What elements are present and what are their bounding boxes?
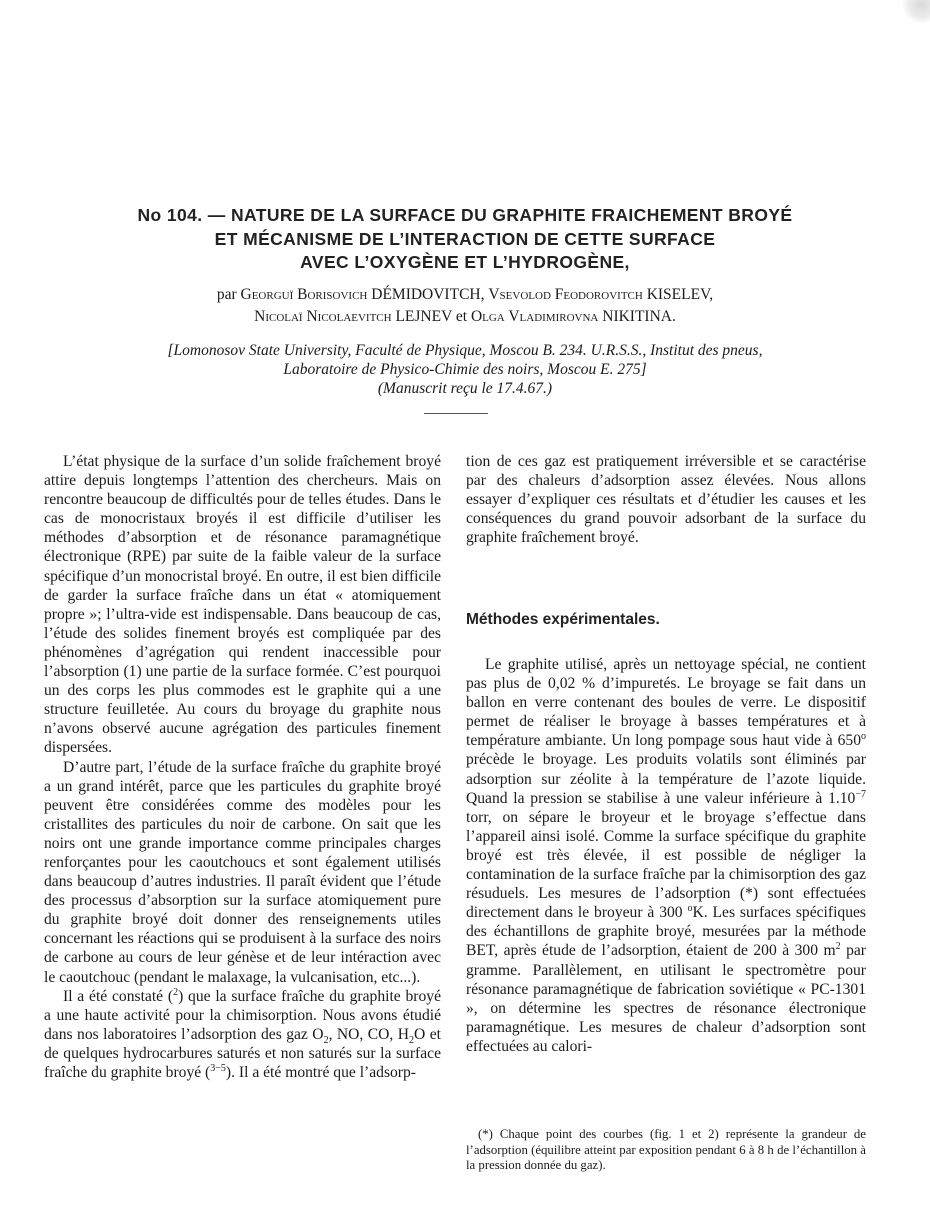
authors-and: et bbox=[455, 308, 468, 325]
p2-text-a: Le graphite utilisé, après un nettoyage spécial, ne contient pas plus de 0,02 % d’impuretés. Le broyage se fait dans un ballon en verre contenant des boules de verre. Le dispositif permet de réaliser le broyage à basses températures et à température ambiante. Un long pompage sous haut vide à 650 bbox=[466, 656, 866, 750]
author-4-family: NIKITINA. bbox=[602, 308, 676, 325]
authors-block bbox=[90, 284, 840, 328]
p3-text-e: ). Il a été montré que l’adsorp- bbox=[225, 1064, 416, 1081]
p3-sub-h2o: 2 bbox=[409, 1034, 415, 1046]
p2-square: 2 bbox=[835, 941, 841, 953]
p3-text-a: Il a été constaté ( bbox=[63, 987, 174, 1005]
author-3-family: LEJNEV bbox=[395, 308, 453, 325]
p2-text-d: K. Les surfaces spécifiques des échantillons de graphite broyé, mesurées par la méthode BET, après étude de l’adsorption, étaient de 200 à 300 m bbox=[466, 904, 866, 960]
received-date: (Manuscrit reçu le 17.4.67.) bbox=[377, 380, 553, 397]
title-line-3: AVEC L’OXYGÈNE ET L’HYDROGÈNE, bbox=[300, 252, 630, 272]
author-4-given: Olga Vladimirovna bbox=[470, 308, 599, 325]
p2-degree-1: o bbox=[861, 731, 866, 743]
footnote bbox=[466, 1127, 866, 1174]
author-1-given: Georguï Borisovich bbox=[240, 286, 368, 303]
p3-text-d: O et de quelques hydrocarbures saturés et non saturés sur la surface fraîche du graphite broyé ( bbox=[44, 1025, 441, 1081]
right-paragraph-2 bbox=[466, 655, 866, 1056]
author-2-given: Vsevolod Feodorovitch bbox=[488, 286, 643, 303]
p3-ref-2: 2 bbox=[173, 986, 179, 998]
affiliation-line-1: [Lomonosov State University, Faculté de Physique, Moscou B. 234. U.R.S.S., Institut des pneus, bbox=[167, 342, 763, 359]
left-paragraph-3 bbox=[44, 987, 441, 1082]
p3-text-b: ) que la surface fraîche du graphite broyé a une haute activité pour la chimisorption. Nous avons étudié dans nos laboratoires l’adsorption des gaz O bbox=[44, 987, 442, 1043]
author-2-family: KISELEV, bbox=[646, 286, 714, 303]
right-paragraph-1: tion de ces gaz est pratiquement irréversible et se caractérise par des chaleurs d’adsorption assez élevées. Nous allons essayer d’expliquer ces résultats et d’étudier les causes et les conséquences du grand pouvoir adsorbant de la surface du graphite fraîchement broyé. bbox=[466, 453, 866, 547]
p2-text-e: par gramme. Parallèlement, en utilisant le spectromètre pour résonance paramagnétique de fabrication soviétique « PC-1301 », on détermine les spectres de résonance électronique paramagnétique. Les mesures de chaleur d’adsorption sont effectuées au calori- bbox=[466, 942, 866, 1055]
right-column-continuation bbox=[466, 452, 866, 547]
left-paragraph-1: L’état physique de la surface d’un solide fraîchement broyé attire depuis longtemps l’attention des chercheurs. Mais on rencontre beaucoup de difficultés pour de telles études. Dans le cas de monocristaux broyés il est difficile d’utiliser les méthodes d’absorption et de résonance paramagnétique électronique (RPE) par suite de la faible valeur de la surface spécifique d’un monocristal broyé. En outre, il est bien difficile de garder la surface fraîche dans un état « atomiquement propre »; l’ultra-vide est indispensable. Dans beaucoup de cas, l’étude des solides finement broyés est compliquée par des phénomènes d’agrégation qui rendent inaccessible pour l’absorption (1) une partie de la surface formée. C’est pourquoi un des corps les plus commodes est le graphite qui a une structure feuilletée. Au cours du broyage du graphite nous n’avons observé aucune agrégation des particules finement dispersées. bbox=[44, 453, 441, 757]
p2-text-c: torr, on sépare le broyeur et le broyage s’effectue dans l’appareil ainsi isolé. Comme la surface spécifique du graphite broyé est très élevée, il est possible de négliger la contamination de la surface fraîche par la chimisorption des gaz résuduels. Les mesures de l’adsorption (*) sont effectuées directement dans le broyeur à 300 bbox=[466, 808, 866, 922]
p2-exponent: −7 bbox=[855, 788, 866, 800]
article-title bbox=[100, 204, 830, 275]
p3-sub-o2: 2 bbox=[323, 1034, 329, 1046]
p2-degree-2: o bbox=[687, 903, 693, 915]
authors-line-2 bbox=[90, 306, 840, 328]
title-line-1: No 104. — NATURE DE LA SURFACE DU GRAPHITE FRAICHEMENT BROYÉ bbox=[137, 205, 793, 225]
p3-ref-3-5: 3−5 bbox=[210, 1062, 226, 1074]
authors-prefix: par bbox=[216, 286, 237, 303]
affiliation-block bbox=[90, 341, 840, 398]
authors-line-1 bbox=[90, 284, 840, 306]
p2-text-b: précède le broyage. Les produits volatils sont éliminés par adsorption sur zéolite à la température de l’azote liquide. Quand la pression se stabilise à une valeur inférieure à 1.10 bbox=[466, 751, 866, 807]
p3-text-c: , NO, CO, H bbox=[328, 1025, 410, 1043]
title-divider bbox=[424, 413, 488, 414]
author-3-given: Nicolaï Nicolaevitch bbox=[254, 308, 392, 325]
section-heading-methods: Méthodes expérimentales. bbox=[466, 611, 660, 628]
author-1-family: DÉMIDOVITCH, bbox=[371, 286, 485, 303]
affiliation-line-2: Laboratoire de Physico-Chimie des noirs, Moscou E. 275] bbox=[283, 361, 647, 378]
right-column-methods bbox=[466, 655, 866, 1056]
page-corner-shadow bbox=[902, 0, 930, 22]
left-column bbox=[44, 452, 441, 1082]
title-line-2: ET MÉCANISME DE L’INTERACTION DE CETTE SURFACE bbox=[214, 228, 716, 249]
left-paragraph-2: D’autre part, l’étude de la surface fraîche du graphite broyé a un grand intérêt, parce que les particules du graphite broyé peuvent être considérées comme des modèles pour les cristallites des particules du noir de carbone. On sait que les noirs ont une grande importance comme principales charges renforçantes pour les caoutchoucs et sont également utilisés dans beaucoup d’autres industries. Il paraît évident que l’étude des processus d’absorption sur la surface atomiquement pure du graphite broyé doit donner des renseignements utiles concernant les réactions qui se produisent à la surface des noirs de carbone au cours de leur génèse et de leur intéraction avec le caoutchouc (pendant le malaxage, la vulcanisation, etc...). bbox=[44, 758, 441, 986]
footnote-text: (*) Chaque point des courbes (fig. 1 et 2) représente la grandeur de l’adsorption (équilibre atteint par exposition pendant 6 à 8 h de l’échantillon à la pression donnée du gaz). bbox=[466, 1127, 866, 1172]
